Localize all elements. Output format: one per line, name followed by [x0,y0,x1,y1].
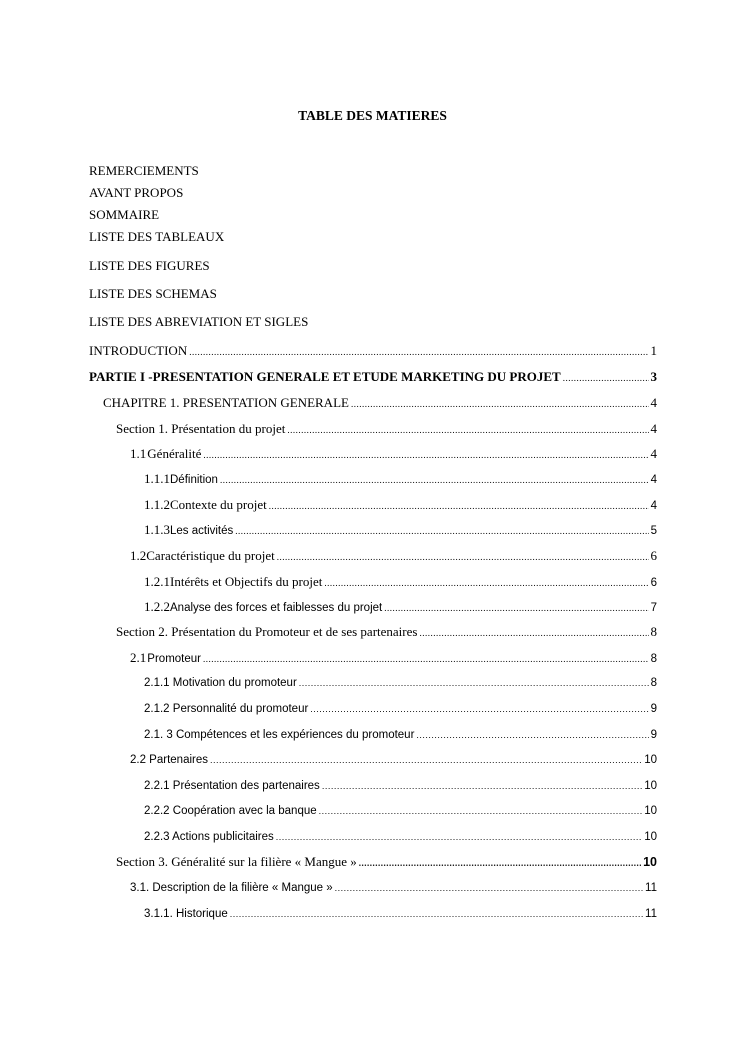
toc-entry[interactable] [144,675,657,691]
toc-leader [419,625,648,641]
toc-leader [203,651,649,667]
toc-entry-number: 1.1.2 [144,497,170,512]
toc-entry[interactable] [103,395,657,412]
toc-leader [210,752,642,768]
toc-entry-number: 1.1.1 [144,471,170,486]
toc-leader [276,829,642,845]
toc-page-number: 1 [650,343,657,358]
toc-entry[interactable] [144,471,657,488]
toc-entry-title: Définition [170,474,218,486]
toc-page-number: 11 [645,882,657,894]
toc-leader [235,523,648,539]
front-item-sommaire: SOMMAIRE [89,207,160,222]
toc-page-number: 10 [643,855,657,869]
toc-page-number: 4 [650,446,657,461]
toc-page-number: 8 [650,624,657,639]
toc-page-number: 10 [644,754,657,766]
toc-entry[interactable] [144,727,657,743]
toc-entry[interactable] [144,701,657,717]
toc-leader [230,906,643,922]
page-title: TABLE DES MATIERES [298,108,447,123]
toc-leader [351,396,649,412]
toc-page-number: 4 [650,500,657,512]
front-item-liste-figures: LISTE DES FIGURES [89,258,210,273]
toc-entry[interactable] [130,548,657,565]
toc-entry-title: Section 2. Présentation du Promoteur et de ses partenaires [116,624,418,639]
toc-entry-title: PRESENTATION GENERALE ET ETUDE MARKETING DU PROJET [152,369,561,384]
front-item-liste-schemas: LISTE DES SCHEMAS [89,286,217,301]
toc-entry-title: Section 3. Généralité sur la filière « Mangue » [116,854,357,869]
toc-entry[interactable] [144,829,657,845]
toc-entry-number: 1.1.3 [144,522,170,537]
toc-entry-title: CHAPITRE 1. PRESENTATION GENERALE [103,395,349,410]
toc-page-number: 4 [650,395,657,410]
toc-page-number: 7 [650,602,657,614]
toc-entry[interactable] [144,906,657,922]
toc-entry-title: 2.2 Partenaires [130,754,208,766]
toc-leader [220,472,649,488]
toc-entry-title: 3.1.1. Historique [144,908,228,920]
toc-entry[interactable] [116,854,657,871]
toc-page-number: 11 [645,908,657,920]
toc-entry-title: Les activités [170,525,234,537]
toc-page-number: 5 [650,525,657,537]
toc-entry-title: 2.2.3 Actions publicitaires [144,831,274,843]
toc-entry-title: 2.2.2 Coopération avec la banque [144,805,317,817]
toc-entry-title: Caractéristique du projet [146,548,275,563]
toc-page-number: 8 [650,677,657,689]
toc-entry-number: 1.1 [130,446,147,461]
toc-entry-title: INTRODUCTION [89,343,188,358]
toc-entry[interactable] [144,574,657,591]
toc-entry-number: 1.2 [130,548,147,563]
toc-page-number: 9 [650,703,657,715]
toc-entry[interactable] [144,497,657,514]
toc-page-number: 6 [650,577,657,589]
toc-page-number: 6 [650,548,657,563]
toc-entry[interactable] [116,624,657,641]
toc-entry[interactable] [144,778,657,794]
toc-leader [203,447,648,463]
toc-entry-title: Contexte du projet [170,497,267,512]
toc-page-number: 4 [650,421,657,436]
front-item-liste-tableaux: LISTE DES TABLEAUX [89,229,225,244]
toc-page-number: 10 [644,805,657,817]
toc-page-number: 3 [650,369,657,384]
toc-entry-title: 3.1. Description de la filière « Mangue » [130,882,333,894]
toc-entry[interactable] [130,752,657,768]
toc-entry[interactable] [130,880,657,896]
toc-leader [563,370,649,386]
toc-leader [416,727,648,743]
toc-entry-title: 2.2.1 Présentation des partenaires [144,780,320,792]
toc-entry[interactable] [144,803,657,819]
toc-entry-number: 2.1 [130,650,147,665]
toc-leader [310,701,648,717]
front-item-remerciements: REMERCIEMENTS [89,163,199,178]
toc-entry[interactable] [144,522,657,539]
toc-page-number: 8 [650,653,657,665]
toc-page-number: 10 [644,780,657,792]
front-item-liste-abreviations: LISTE DES ABREVIATION ET SIGLES [89,314,309,329]
toc-leader [189,344,648,360]
toc-leader [287,422,648,438]
toc-page-number: 9 [650,729,657,741]
toc-entry[interactable] [130,446,657,463]
toc-entry[interactable] [144,599,657,616]
toc-leader [335,880,643,896]
toc-entry[interactable] [130,650,657,667]
toc-page-number: 4 [650,474,657,486]
toc-entry-title: Promoteur [147,653,201,665]
toc-entry-title: Intérêts et Objectifs du projet [170,574,323,589]
toc-entry-title: 2.1. 3 Compétences et les expériences du promoteur [144,729,415,741]
toc-entry-title: Section 1. Présentation du projet [116,421,286,436]
toc-entry-number: PARTIE I - [89,369,153,384]
toc-entry-title: Analyse des forces et faiblesses du projet [170,602,383,614]
toc-entry-title: 2.1.2 Personnalité du promoteur [144,703,309,715]
toc-leader [324,575,648,591]
toc-page-number: 10 [644,831,657,843]
toc-entry-number: 1.2.2 [144,599,170,614]
toc-leader [384,600,648,616]
toc-leader [269,498,649,514]
toc-leader [359,855,641,871]
toc-entry-number: 1.2.1 [144,574,170,589]
toc-entry[interactable] [116,421,657,438]
toc-entry[interactable] [89,369,657,386]
toc-entry-title: Généralité [147,446,202,461]
toc-leader [299,675,649,691]
toc-entry-title: 2.1.1 Motivation du promoteur [144,677,297,689]
front-item-avant-propos: AVANT PROPOS [89,185,184,200]
toc-entry[interactable] [89,343,657,360]
toc-leader [319,803,643,819]
toc-leader [322,778,642,794]
toc-leader [277,549,649,565]
